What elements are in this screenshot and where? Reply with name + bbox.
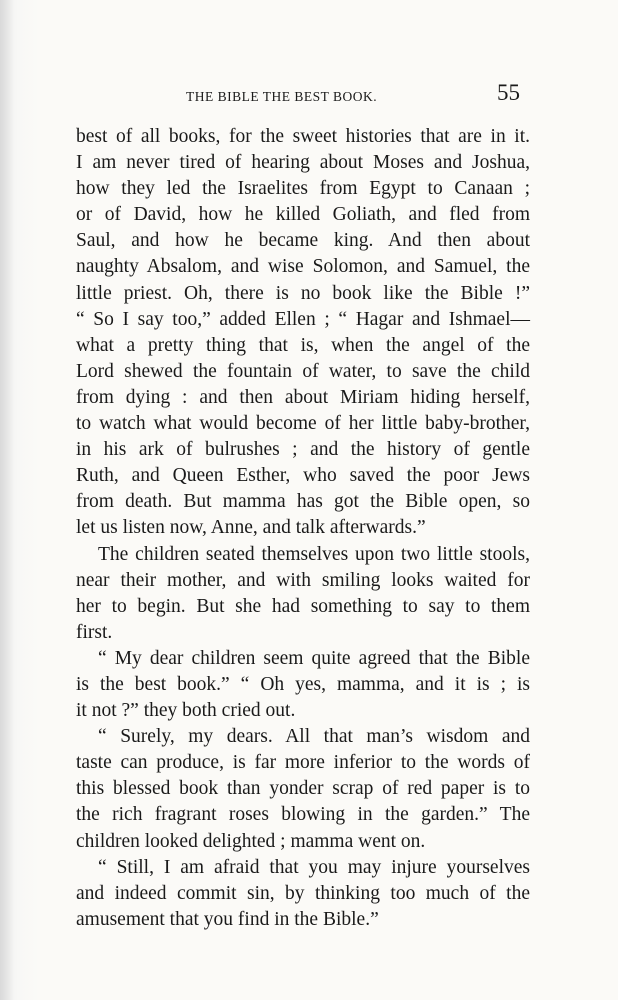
- text-line: or of David, how he killed Goliath, and fled from: [76, 204, 530, 226]
- text-line: “ My dear children seem quite agreed that the Bible: [98, 647, 530, 669]
- text-line: is the best book.” “ Oh yes, mamma, and it is ; is: [76, 673, 530, 695]
- text-line: this blessed book than yonder scrap of red paper is to: [76, 778, 530, 800]
- text-line: naughty Absalom, and wise Solomon, and Samuel, the: [76, 256, 530, 278]
- text-line: Lord shewed the fountain of water, to save the child: [76, 360, 530, 382]
- page-header: [186, 80, 526, 110]
- text-line: The children seated themselves upon two little stools,: [98, 543, 530, 565]
- text-line: I am never tired of hearing about Moses and Joshua,: [76, 152, 530, 174]
- text-line: amusement that you find in the Bible.”: [76, 908, 379, 930]
- text-line: from death. But mamma has got the Bible open, so: [76, 491, 530, 513]
- text-line: from dying : and then about Miriam hiding herself,: [76, 386, 530, 408]
- text-line: first.: [76, 621, 113, 643]
- text-line: near their mother, and with smiling looks waited for: [76, 569, 530, 591]
- text-line: how they led the Israelites from Egypt to Canaan ;: [76, 178, 530, 200]
- text-line: to watch what would become of her little baby-brother,: [76, 413, 530, 435]
- text-line: children looked delighted ; mamma went on.: [76, 830, 426, 852]
- running-head: THE BIBLE THE BEST BOOK.: [186, 89, 378, 104]
- page-gutter-shadow: [0, 0, 14, 1000]
- text-line: Saul, and how he became king. And then about: [76, 230, 530, 252]
- text-line: best of all books, for the sweet histories that are in it.: [76, 126, 530, 147]
- text-line: Ruth, and Queen Esther, who saved the poor Jews: [76, 465, 530, 487]
- text-line: what a pretty thing that is, when the angel of the: [76, 334, 530, 356]
- text-line: “ Surely, my dears. All that man’s wisdom and: [98, 726, 530, 748]
- text-line: taste can produce, is far more inferior to the words of: [76, 752, 530, 774]
- text-line: “ So I say too,” added Ellen ; “ Hagar and Ishmael—: [76, 308, 530, 330]
- text-line: little priest. Oh, there is no book like the Bible !”: [76, 282, 530, 304]
- text-line: it not ?” they both cried out.: [76, 700, 296, 722]
- text-line: let us listen now, Anne, and talk afterwards.”: [76, 517, 426, 539]
- text-line: the rich fragrant roses blowing in the garden.” The: [76, 804, 530, 826]
- text-line: her to begin. But she had something to say to them: [76, 595, 530, 617]
- page-number: 55: [497, 80, 520, 105]
- text-line: and indeed commit sin, by thinking too much of the: [76, 882, 530, 904]
- text-line: in his ark of bulrushes ; and the history of gentle: [76, 439, 530, 461]
- body-text: [76, 124, 530, 933]
- text-line: “ Still, I am afraid that you may injure yourselves: [98, 856, 530, 878]
